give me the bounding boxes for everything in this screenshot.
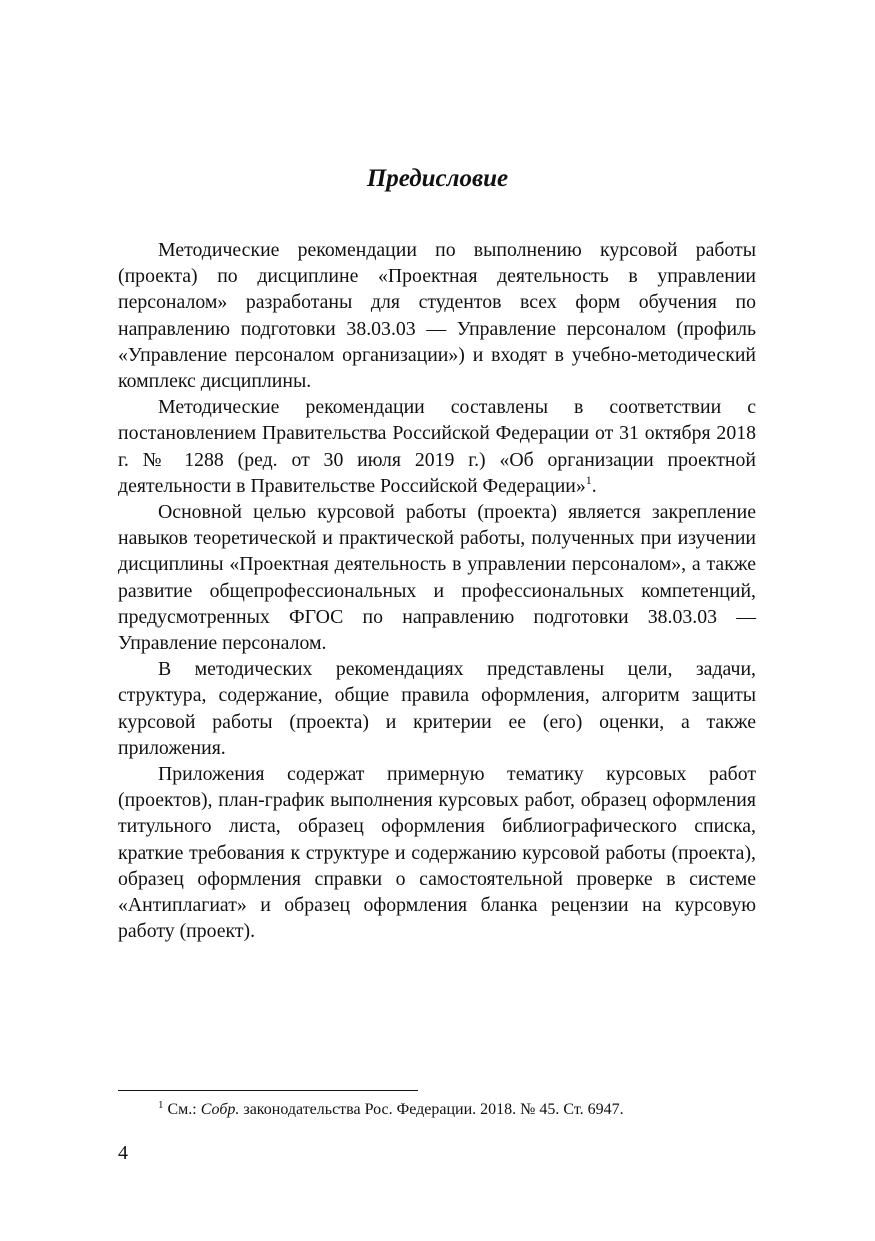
footnote-source-italic: Собр. (200, 1101, 240, 1118)
page-number: 4 (118, 1142, 128, 1164)
paragraph-2-text: Методические рекомендации составлены в соответствии с постановлением Правительства Российской Федерации от 31 октября 2018 г. № 1288 (ред. от 30 июля 2019 г.) «Об организации проектной деятельности в Правительстве Российской Федерации» (118, 396, 756, 497)
page-title: Предисловие (366, 165, 509, 192)
paragraph-2-end: . (591, 474, 597, 497)
footnote-divider (118, 1090, 418, 1091)
paragraph-5: Приложения содержат примерную тематику курсовых работ (проектов), план-график выполнения курсовых работ, образец оформления титульного листа, образец оформления библиографического списка, краткие требования к структуре и содержанию курсовой работы (проекта), образец оформления справки о самостоятельной проверке в системе «Антиплагиат» и образец оформления бланка рецензии на курсовую работу (проект). (118, 763, 756, 943)
paragraph-2 (118, 394, 756, 499)
footnote-marker: 1 (158, 1099, 164, 1111)
footnote-prefix: См.: (167, 1101, 201, 1118)
paragraph-4: В методических рекомендациях представлены цели, задачи, структура, содержание, общие правила оформления, алгоритм защиты курсовой работы (проекта) и критерии ее (его) оценки, а также приложения. (118, 658, 756, 759)
footnote-reference[interactable]: 1 (585, 472, 592, 487)
body-text (118, 237, 756, 944)
footnote-rest: законодательства Рос. Федерации. 2018. № 45. Ст. 6947. (239, 1101, 624, 1118)
paragraph-1: Методические рекомендации по выполнению курсовой работы (проекта) по дисциплине «Проектная деятельность в управлении персоналом» разработаны для студентов всех форм обучения по направлению подготовки 38.03.03 — Управление персоналом (профиль «Управление персоналом организации») и входят в учебно-методический комплекс дисциплины. (118, 239, 756, 393)
footnote (158, 1100, 624, 1120)
paragraph-3: Основной целью курсовой работы (проекта) является закрепление навыков теоретической и практической работы, полученных при изучении дисциплины «Проектная деятельность в управлении персоналом», а также развитие общепрофессиональных и профессиональных компетенций, предусмотренных ФГОС по направлению подготовки 38.03.03 — Управление персоналом. (118, 501, 756, 655)
